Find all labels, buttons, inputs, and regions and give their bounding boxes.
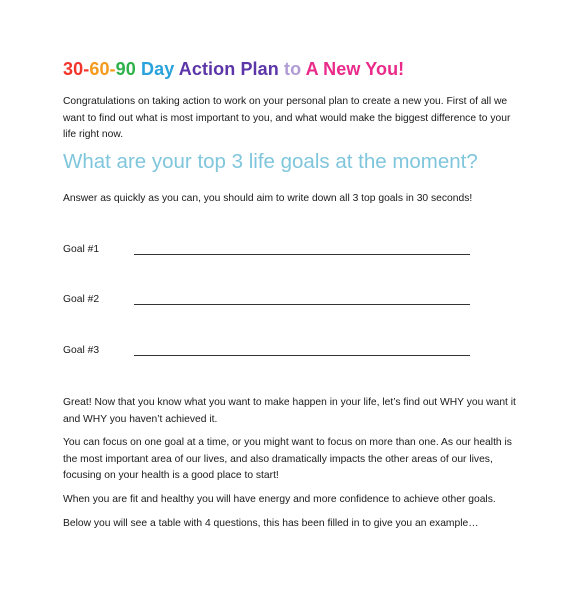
title-part-new-you: A New You! — [305, 59, 405, 79]
goal-input-line[interactable] — [134, 254, 470, 255]
goal-label: Goal #3 — [63, 345, 100, 356]
intro-paragraph: Congratulations on taking action to work on your personal plan to create a new you. First of all we want to find out what is most important to you, and what would make the biggest difference to your life right now. — [63, 96, 511, 140]
body-paragraph-2: You can focus on one goal at a time, or you might want to focus on more than one. As our health is the most important area of our lives, and also dramatically impacts the other areas of our lives, focusing on your health is a good place to start! — [63, 437, 512, 481]
title-part-day: Day — [140, 59, 179, 79]
goal-label: Goal #2 — [63, 294, 100, 305]
section-heading: What are your top 3 life goals at the moment? — [63, 150, 478, 173]
title-part-60: 60- — [89, 59, 116, 79]
title-part-30: 30- — [63, 59, 90, 79]
goal-row-1 — [63, 242, 483, 258]
goal-row-3 — [63, 343, 483, 359]
goal-label: Goal #1 — [63, 244, 100, 255]
goal-input-line[interactable] — [134, 304, 470, 305]
instruction-text: Answer as quickly as you can, you should aim to write down all 3 top goals in 30 seconds! — [63, 193, 473, 204]
goal-row-2 — [63, 292, 483, 308]
title-part-90: 90 — [115, 59, 141, 79]
title-part-to: to — [283, 59, 306, 79]
body-paragraph-3: When you are fit and healthy you will have energy and more confidence to achieve other goals. — [63, 494, 496, 505]
body-paragraph-4: Below you will see a table with 4 questions, this has been filled in to give you an example… — [63, 518, 479, 529]
body-paragraph-1: Great! Now that you know what you want to make happen in your life, let’s find out WHY you want it and WHY you haven’t achieved it. — [63, 397, 516, 425]
goal-input-line[interactable] — [134, 355, 470, 356]
title-part-action-plan: Action Plan — [178, 59, 284, 79]
page-title — [63, 59, 404, 80]
